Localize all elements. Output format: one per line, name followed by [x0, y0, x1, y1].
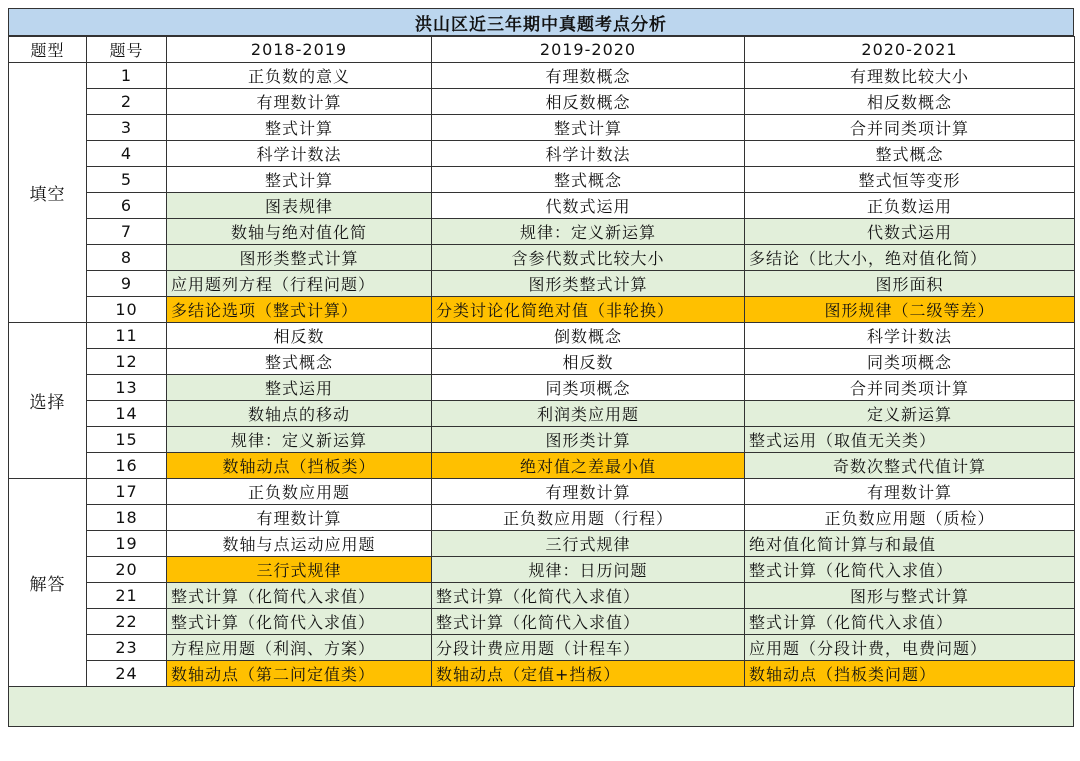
table-row [9, 401, 1075, 427]
topic-cell: 整式计算（化简代入求值） [745, 609, 1075, 635]
topic-cell: 绝对值化简计算与和最值 [745, 531, 1075, 557]
table-row [9, 297, 1075, 323]
question-number: 4 [87, 141, 167, 167]
topic-cell: 规律：定义新运算 [167, 427, 432, 453]
topic-cell: 代数式运用 [432, 193, 745, 219]
question-number: 16 [87, 453, 167, 479]
topic-cell: 整式计算（化简代入求值） [432, 609, 745, 635]
topic-cell: 科学计数法 [432, 141, 745, 167]
topic-cell: 整式计算（化简代入求值） [745, 557, 1075, 583]
topic-cell: 数轴与绝对值化简 [167, 219, 432, 245]
topic-cell: 整式计算 [167, 115, 432, 141]
topic-cell: 定义新运算 [745, 401, 1075, 427]
question-number: 10 [87, 297, 167, 323]
topic-cell: 规律：日历问题 [432, 557, 745, 583]
topic-cell: 图形类整式计算 [167, 245, 432, 271]
topic-cell: 奇数次整式代值计算 [745, 453, 1075, 479]
question-number: 22 [87, 609, 167, 635]
topic-cell: 整式概念 [167, 349, 432, 375]
topic-cell: 数轴动点（第二问定值类） [167, 661, 432, 687]
table-row [9, 557, 1075, 583]
header-year-2018-2019: 2018-2019 [167, 37, 432, 63]
table-row [9, 141, 1075, 167]
question-number: 14 [87, 401, 167, 427]
table-row [9, 219, 1075, 245]
topic-cell: 科学计数法 [745, 323, 1075, 349]
topic-cell: 应用题（分段计费，电费问题） [745, 635, 1075, 661]
topic-cell: 绝对值之差最小值 [432, 453, 745, 479]
table-row [9, 375, 1075, 401]
header-type: 题型 [9, 37, 87, 63]
table-body [9, 63, 1075, 687]
topic-cell: 有理数计算 [167, 89, 432, 115]
topic-cell: 正负数运用 [745, 193, 1075, 219]
topic-cell: 三行式规律 [432, 531, 745, 557]
table-row [9, 453, 1075, 479]
topic-cell: 规律：定义新运算 [432, 219, 745, 245]
topic-cell: 有理数计算 [745, 479, 1075, 505]
table-row [9, 531, 1075, 557]
topic-cell: 分类讨论化简绝对值（非轮换） [432, 297, 745, 323]
topic-cell: 方程应用题（利润、方案） [167, 635, 432, 661]
table-row [9, 323, 1075, 349]
sheet-title: 洪山区近三年期中真题考点分析 [8, 8, 1074, 36]
topic-cell: 整式运用（取值无关类） [745, 427, 1075, 453]
table-row [9, 245, 1075, 271]
table-row [9, 505, 1075, 531]
analysis-sheet [8, 8, 1074, 727]
topic-cell: 整式计算 [167, 167, 432, 193]
topic-cell: 分段计费应用题（计程车） [432, 635, 745, 661]
question-number: 3 [87, 115, 167, 141]
header-year-2020-2021: 2020-2021 [745, 37, 1075, 63]
table-row [9, 349, 1075, 375]
topic-cell: 数轴点的移动 [167, 401, 432, 427]
topic-cell: 有理数计算 [167, 505, 432, 531]
table-row [9, 89, 1075, 115]
topic-cell: 应用题列方程（行程问题） [167, 271, 432, 297]
table-row [9, 661, 1075, 687]
question-number: 6 [87, 193, 167, 219]
header-number: 题号 [87, 37, 167, 63]
section-label: 解答 [9, 479, 87, 687]
question-number: 20 [87, 557, 167, 583]
question-number: 13 [87, 375, 167, 401]
question-number: 17 [87, 479, 167, 505]
topic-cell: 有理数计算 [432, 479, 745, 505]
topic-cell: 相反数 [432, 349, 745, 375]
topic-cell: 同类项概念 [745, 349, 1075, 375]
section-label: 选择 [9, 323, 87, 479]
topic-cell: 有理数概念 [432, 63, 745, 89]
table-row [9, 479, 1075, 505]
question-number: 24 [87, 661, 167, 687]
topic-cell: 整式计算（化简代入求值） [167, 609, 432, 635]
topic-cell: 整式运用 [167, 375, 432, 401]
section-label: 填空 [9, 63, 87, 323]
question-number: 23 [87, 635, 167, 661]
topic-cell: 合并同类项计算 [745, 115, 1075, 141]
header-row [9, 37, 1075, 63]
header-year-2019-2020: 2019-2020 [432, 37, 745, 63]
footer-band [8, 687, 1074, 727]
topic-cell: 多结论选项（整式计算） [167, 297, 432, 323]
topic-cell: 数轴动点（挡板类） [167, 453, 432, 479]
topic-cell: 倒数概念 [432, 323, 745, 349]
table-row [9, 271, 1075, 297]
topic-cell: 合并同类项计算 [745, 375, 1075, 401]
question-number: 18 [87, 505, 167, 531]
question-number: 15 [87, 427, 167, 453]
question-number: 9 [87, 271, 167, 297]
topic-cell: 数轴动点（挡板类问题） [745, 661, 1075, 687]
topic-cell: 三行式规律 [167, 557, 432, 583]
question-number: 21 [87, 583, 167, 609]
question-number: 1 [87, 63, 167, 89]
topic-cell: 图形类整式计算 [432, 271, 745, 297]
question-number: 2 [87, 89, 167, 115]
question-number: 11 [87, 323, 167, 349]
topic-cell: 正负数应用题（质检） [745, 505, 1075, 531]
topic-cell: 相反数概念 [745, 89, 1075, 115]
topic-cell: 正负数应用题（行程） [432, 505, 745, 531]
topic-cell: 图形面积 [745, 271, 1075, 297]
question-number: 7 [87, 219, 167, 245]
topic-cell: 正负数应用题 [167, 479, 432, 505]
table-row [9, 427, 1075, 453]
topic-cell: 有理数比较大小 [745, 63, 1075, 89]
topic-cell: 数轴动点（定值+挡板） [432, 661, 745, 687]
topic-cell: 正负数的意义 [167, 63, 432, 89]
table-row [9, 635, 1075, 661]
topic-cell: 整式概念 [432, 167, 745, 193]
topic-cell: 相反数 [167, 323, 432, 349]
topic-cell: 图形与整式计算 [745, 583, 1075, 609]
topic-cell: 多结论（比大小，绝对值化简） [745, 245, 1075, 271]
topic-cell: 整式恒等变形 [745, 167, 1075, 193]
question-number: 19 [87, 531, 167, 557]
table-row [9, 609, 1075, 635]
table-row [9, 115, 1075, 141]
table-row [9, 583, 1075, 609]
topic-cell: 图形类计算 [432, 427, 745, 453]
topic-cell: 同类项概念 [432, 375, 745, 401]
topic-cell: 图形规律（二级等差） [745, 297, 1075, 323]
topic-cell: 科学计数法 [167, 141, 432, 167]
question-number: 8 [87, 245, 167, 271]
table-row [9, 193, 1075, 219]
topic-cell: 整式概念 [745, 141, 1075, 167]
topic-cell: 整式计算 [432, 115, 745, 141]
topic-cell: 图表规律 [167, 193, 432, 219]
analysis-table [8, 36, 1075, 687]
topic-cell: 整式计算（化简代入求值） [432, 583, 745, 609]
question-number: 5 [87, 167, 167, 193]
table-row [9, 63, 1075, 89]
topic-cell: 整式计算（化简代入求值） [167, 583, 432, 609]
topic-cell: 含参代数式比较大小 [432, 245, 745, 271]
topic-cell: 利润类应用题 [432, 401, 745, 427]
question-number: 12 [87, 349, 167, 375]
topic-cell: 相反数概念 [432, 89, 745, 115]
topic-cell: 代数式运用 [745, 219, 1075, 245]
table-row [9, 167, 1075, 193]
topic-cell: 数轴与点运动应用题 [167, 531, 432, 557]
